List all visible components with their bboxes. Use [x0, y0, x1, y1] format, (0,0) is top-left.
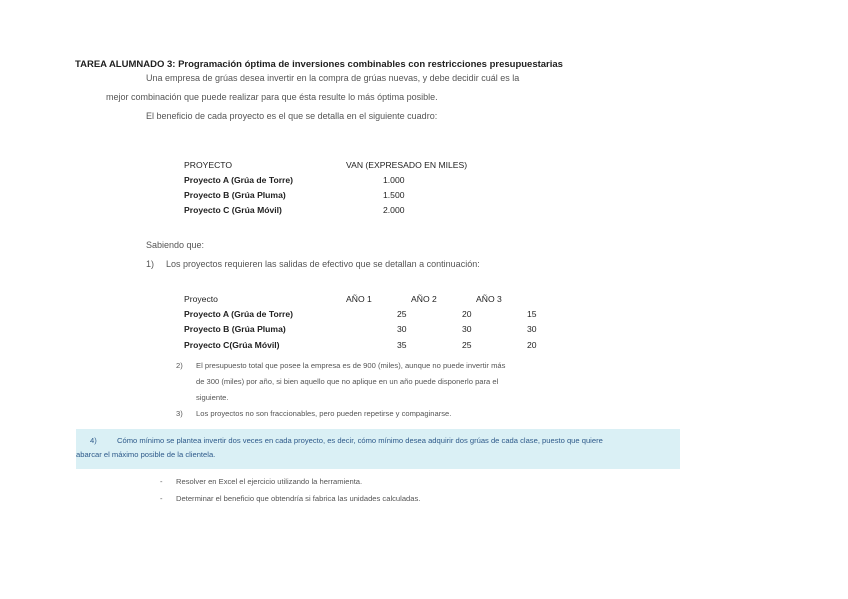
cashflow-table-cell: 20 [527, 340, 537, 350]
van-table-row-value: 1.000 [383, 175, 405, 185]
van-table-header-project: PROYECTO [184, 160, 233, 170]
document-title: TAREA ALUMNADO 3: Programación óptima de inversiones combinables con restricciones presupuestarias [75, 59, 563, 70]
task-bullet: - [160, 477, 163, 486]
cashflow-table-cell: 25 [462, 340, 472, 350]
cashflow-table-header-project: Proyecto [184, 294, 218, 304]
cashflow-table-cell: 30 [527, 324, 537, 334]
point-3-number: 3) [176, 409, 183, 418]
cashflow-table-row-name: Proyecto A (Grúa de Torre) [184, 309, 294, 319]
point-1-text: Los proyectos requieren las salidas de efectivo que se detallan a continuación: [166, 259, 480, 269]
cashflow-table-cell: 20 [462, 309, 472, 319]
cashflow-table-header-year: AÑO 3 [476, 294, 502, 304]
intro-line-3: El beneficio de cada proyecto es el que se detalla en el siguiente cuadro: [146, 111, 438, 121]
cashflow-table-row-name: Proyecto C(Grúa Móvil) [184, 340, 280, 350]
task-bullet: - [160, 494, 163, 503]
cashflow-table-cell: 30 [462, 324, 472, 334]
van-table-row-value: 2.000 [383, 205, 405, 215]
sabiendo-text: Sabiendo que: [146, 240, 205, 250]
cashflow-table-header-year: AÑO 1 [346, 294, 372, 304]
cashflow-table-cell: 30 [397, 324, 407, 334]
point-4-line-1: Cómo mínimo se plantea invertir dos veces en cada proyecto, es decir, cómo mínimo desea adquirir dos grúas de cada clase, puesto que quiere [117, 436, 603, 445]
intro-line-2: mejor combinación que puede realizar para que ésta resulte lo más óptima posible. [106, 92, 438, 102]
cashflow-table-cell: 35 [397, 340, 407, 350]
point-2-line-3: siguiente. [196, 393, 229, 402]
cashflow-table-cell: 15 [527, 309, 537, 319]
cashflow-table-cell: 25 [397, 309, 407, 319]
highlighted-note [76, 429, 680, 469]
van-table-header-van: VAN (EXPRESADO EN MILES) [346, 160, 468, 170]
van-table-row-name: Proyecto B (Grúa Pluma) [184, 190, 286, 200]
intro-line-1: Una empresa de grúas desea invertir en la compra de grúas nuevas, y debe decidir cuál es la [146, 73, 520, 83]
van-table-row-value: 1.500 [383, 190, 405, 200]
point-1-number: 1) [146, 259, 155, 269]
van-table-row-name: Proyecto A (Grúa de Torre) [184, 175, 294, 185]
point-2-line-1: El presupuesto total que posee la empresa es de 900 (miles), aunque no puede invertir más [196, 361, 506, 370]
point-4-number: 4) [90, 436, 97, 445]
van-table-row-name: Proyecto C (Grúa Móvil) [184, 205, 282, 215]
point-4-line-2: abarcar el máximo posible de la clientela. [76, 450, 216, 459]
point-2-number: 2) [176, 361, 183, 370]
point-2-line-2: de 300 (miles) por año, si bien aquello que no aplique en un año puede disponerlo para el [196, 377, 499, 386]
cashflow-table-header-year: AÑO 2 [411, 294, 437, 304]
task-text: Determinar el beneficio que obtendría si fabrica las unidades calculadas. [176, 494, 421, 503]
cashflow-table-row-name: Proyecto B (Grúa Pluma) [184, 324, 286, 334]
task-text: Resolver en Excel el ejercicio utilizando la herramienta. [176, 477, 363, 486]
point-3-text: Los proyectos no son fraccionables, pero pueden repetirse y compaginarse. [196, 409, 452, 418]
